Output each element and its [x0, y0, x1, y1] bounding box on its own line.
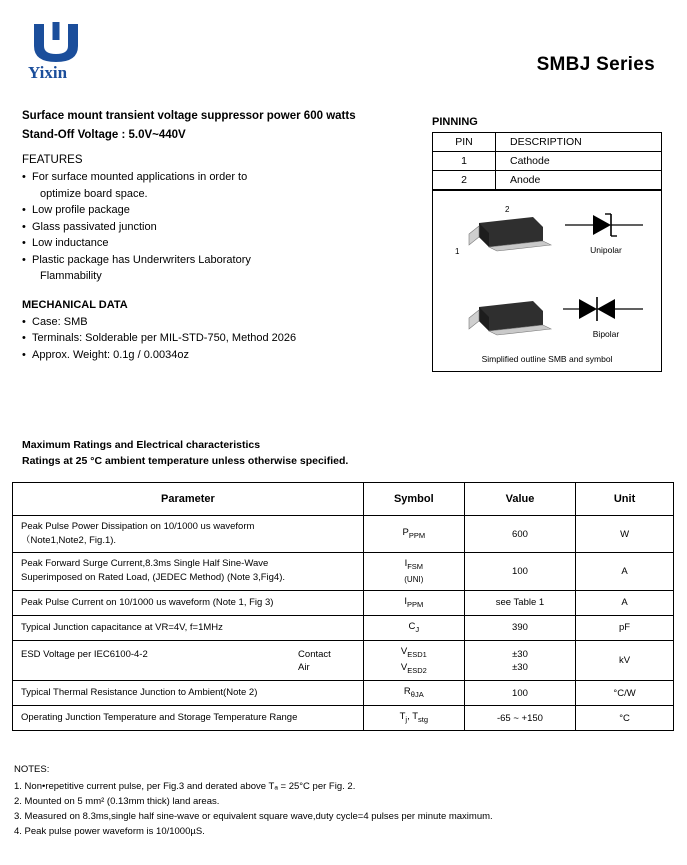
symbol-cell [363, 640, 464, 681]
company-name: Yixin [28, 63, 68, 82]
bipolar-row [433, 283, 661, 351]
parameter-cell [13, 681, 364, 706]
parameter-line-1: Typical Thermal Resistance Junction to Ambient(Note 2) [21, 687, 258, 699]
list-item: • Glass passivated junction [22, 219, 422, 236]
unit-cell: kV [576, 640, 674, 681]
notes-title: NOTES: [14, 764, 50, 775]
unit-cell: °C [576, 706, 674, 731]
pin-description: Anode [496, 171, 662, 190]
value-cell [464, 640, 575, 681]
symbol-cell [363, 590, 464, 615]
product-headline: Surface mount transient voltage suppressor power 600 watts [22, 110, 356, 122]
parameter-line-1: Operating Junction Temperature and Storage Temperature Range [21, 712, 298, 724]
list-item [22, 169, 422, 202]
note-item: 4. Peak pulse power waveform is 10/1000µS. [14, 826, 205, 837]
parameter-cell [13, 706, 364, 731]
bipolar-caption: Bipolar [592, 329, 620, 339]
value-cell: 100 [464, 553, 575, 591]
symbol-sub: J [415, 624, 420, 634]
feature-text: Plastic package has Underwriters Laboratory [32, 253, 251, 266]
series-title: SMBJ Series [536, 54, 655, 75]
value-cell: 600 [464, 516, 575, 553]
table-row [13, 590, 674, 615]
table-row [433, 152, 662, 171]
symbol-main-2: T [412, 711, 418, 723]
value-cell: 100 [464, 681, 575, 706]
symbol-main: I [404, 558, 408, 569]
pin-number: 2 [433, 171, 496, 190]
symbol-main: I [404, 595, 407, 607]
value-cell: 390 [464, 615, 575, 640]
unit-cell: pF [576, 615, 674, 640]
unit-cell: W [576, 516, 674, 553]
value-cell: see Table 1 [464, 590, 575, 615]
list-item: • Low profile package [22, 202, 422, 219]
parameter-line-1: Peak Pulse Current on 10/1000 us waveform (Note 1, Fig 3) [21, 596, 274, 608]
parameter-line-1: Typical Junction capacitance at VR=4V, f=1MHz [21, 621, 223, 633]
company-logo [28, 22, 148, 83]
parameter-cell [13, 590, 364, 615]
parameter-cell [13, 553, 364, 591]
header-value: Value [464, 483, 575, 516]
value-cell: -65 ~ +150 [464, 706, 575, 731]
symbol-sub: ESD1 [407, 649, 427, 659]
bipolar-symbol-icon [563, 293, 649, 329]
table-row [13, 706, 674, 731]
features-title: FEATURES [22, 154, 83, 166]
symbol-cell [363, 681, 464, 706]
mechanical-title: MECHANICAL DATA [22, 298, 128, 311]
parameter-line-1: ESD Voltage per IEC6100-4-2 [21, 648, 148, 660]
list-item: • Low inductance [22, 235, 422, 252]
unipolar-symbol-icon [563, 209, 649, 245]
symbol-sub-2: ESD2 [407, 665, 427, 675]
symbol-sub: PPM [408, 530, 426, 540]
symbol-sub-2: stg [418, 715, 429, 725]
ratings-table [12, 482, 674, 731]
symbol-main: V [400, 645, 408, 657]
symbol-cell: $T_j$, $T_{stg}$ [363, 706, 464, 731]
notes-section [14, 762, 674, 839]
unipolar-caption: Unipolar [590, 245, 622, 255]
package-outline-box [432, 190, 662, 372]
pin-column-header: PIN [433, 133, 496, 152]
symbol-main-2: V [400, 661, 408, 673]
list-item: • Terminals: Solderable per MIL-STD-750, Method 2026 [22, 330, 422, 347]
header-unit: Unit [576, 483, 674, 516]
symbol-main: R [403, 686, 411, 698]
symbol-note: (UNI) [404, 574, 424, 584]
table-row [433, 171, 662, 190]
table-row [13, 553, 674, 591]
value-line-2: ±30 [512, 661, 528, 673]
feature-text-cont: optimize board space. [40, 187, 148, 200]
features-list [22, 169, 422, 285]
product-voltage-range: Stand-Off Voltage : 5.0V~440V [22, 129, 186, 141]
parameter-cell [13, 615, 364, 640]
parameter-cell [13, 516, 364, 553]
table-row [13, 516, 674, 553]
symbol-sub: PPM [407, 599, 424, 609]
pin-label-1: 1 [455, 247, 460, 256]
product-summary [22, 108, 422, 363]
parameter-line-2: （Note1,Note2, Fig.1). [21, 535, 117, 546]
table-row [13, 681, 674, 706]
symbol-sub: θJA [410, 690, 424, 700]
smb-package-icon-2 [445, 285, 565, 347]
esd-modes [298, 648, 331, 674]
symbol-main: T [399, 711, 406, 723]
table-row [13, 640, 674, 681]
pinning-title: PINNING [432, 116, 478, 128]
list-item: • Case: SMB [22, 314, 422, 331]
esd-contact-label: Contact [298, 648, 331, 660]
list-item: • Approx. Weight: 0.1g / 0.0034oz [22, 347, 422, 364]
pin-label-2: 2 [505, 205, 510, 214]
table-row [13, 615, 674, 640]
pinning-table [432, 132, 662, 190]
u-shape-logo-icon [28, 22, 84, 62]
header-symbol: Symbol [363, 483, 464, 516]
esd-air-label: Air [298, 661, 310, 673]
pin-description: Cathode [496, 152, 662, 171]
description-column-header: DESCRIPTION [496, 133, 662, 152]
table-header-row [13, 483, 674, 516]
value-line-1: ±30 [512, 648, 528, 660]
parameter-line-2: Superimposed on Rated Load, (JEDEC Method) (Note 3,Fig4). [21, 572, 286, 584]
symbol-main: P [402, 527, 409, 539]
ratings-subtitle: Ratings at 25 °C ambient temperature unless otherwise specified. [22, 455, 349, 467]
pin-number: 1 [433, 152, 496, 171]
unit-cell: A [576, 590, 674, 615]
feature-text-cont: Flammability [40, 270, 102, 282]
parameter-line-1: Peak Pulse Power Dissipation on 10/1000 us waveform [21, 521, 255, 532]
header-parameter: Parameter [13, 483, 364, 516]
symbol-cell [363, 615, 464, 640]
outline-caption: Simplified outline SMB and symbol [481, 354, 613, 364]
note-item: 3. Measured on 8.3ms,single half sine-wave or equivalent square wave,duty cycle=4 pulses per minute maximum. [14, 811, 493, 822]
list-item [22, 252, 422, 285]
symbol-cell [363, 516, 464, 553]
note-item: 2. Mounted on 5 mm² (0.13mm thick) land areas. [14, 796, 220, 807]
page-header [28, 22, 665, 92]
parameter-line-1: Peak Forward Surge Current,8.3ms Single Half Sine-Wave [21, 558, 269, 570]
symbol-sub: j [405, 715, 408, 725]
parameter-cell [13, 640, 364, 681]
unipolar-row [433, 199, 661, 267]
symbol-sub: FSM [407, 561, 424, 571]
symbol-cell [363, 553, 464, 591]
symbol-main: C [408, 620, 416, 632]
feature-text: For surface mounted applications in order to [32, 171, 248, 183]
unit-cell: A [576, 553, 674, 591]
unit-cell: °C/W [576, 681, 674, 706]
table-header-row [433, 133, 662, 152]
ratings-title: Maximum Ratings and Electrical characteristics [22, 439, 261, 451]
mechanical-list [22, 314, 422, 364]
note-item: 1. Non•repetitive current pulse, per Fig.3 and derated above Tₐ = 25°C per Fig. 2. [14, 781, 356, 792]
